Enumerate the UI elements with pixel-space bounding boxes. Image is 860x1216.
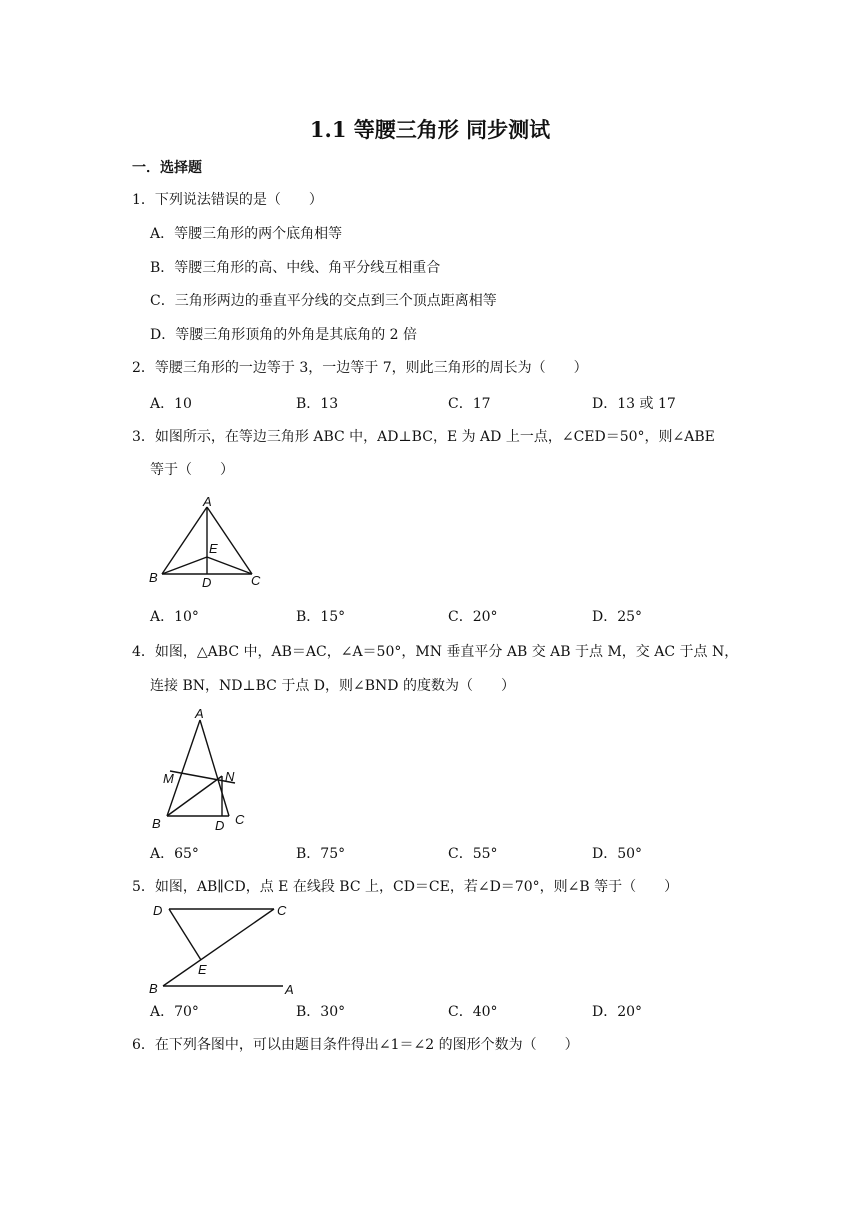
- question-4-label-n: N: [225, 769, 235, 784]
- question-1-option-b: B．等腰三角形的高、中线、角平分线互相重合: [150, 260, 441, 276]
- question-5-label-e: E: [198, 962, 207, 977]
- question-3-stem-line-2: 等于（ ）: [150, 462, 234, 478]
- question-2-option-d: D．13 或 17: [592, 396, 676, 412]
- question-4-option-d: D．50°: [592, 846, 643, 862]
- question-3-stem-line-1: 3．如图所示，在等边三角形 ABC 中，AD⊥BC，E 为 AD 上一点，∠CED＝50°，则∠ABE: [132, 429, 715, 445]
- question-1-option-d: D．等腰三角形顶角的外角是其底角的 2 倍: [150, 327, 418, 343]
- question-4-label-b: B: [152, 816, 161, 831]
- question-5-label-c: C: [277, 903, 287, 918]
- question-2-option-b: B．13: [296, 396, 339, 412]
- question-3-label-e: E: [209, 541, 218, 556]
- page-title: 1.1 等腰三角形 同步测试: [309, 117, 551, 142]
- section-heading: 一．选择题: [132, 160, 202, 176]
- question-4-label-d: D: [215, 818, 225, 833]
- question-1-option-c: C．三角形两边的垂直平分线的交点到三个顶点距离相等: [150, 293, 497, 309]
- question-5-option-d: D．20°: [592, 1004, 643, 1020]
- question-3-option-d: D．25°: [592, 609, 643, 625]
- question-3-option-a: A．10°: [150, 609, 199, 625]
- question-1-stem: 1．下列说法错误的是（ ）: [132, 192, 323, 208]
- question-4-option-a: A．65°: [150, 846, 199, 862]
- question-5-label-a: A: [285, 982, 294, 997]
- question-5-option-b: B．30°: [296, 1004, 346, 1020]
- question-4-stem-line-1: 4．如图，△ABC 中，AB＝AC，∠A＝50°，MN 垂直平分 AB 交 AB 于点 M，交 AC 于点 N，: [132, 644, 739, 660]
- question-4-label-m: M: [163, 771, 174, 786]
- question-3-option-b: B．15°: [296, 609, 346, 625]
- question-5-label-b: B: [149, 981, 158, 996]
- question-3-label-d: D: [202, 575, 212, 590]
- question-4-label-c: C: [235, 812, 245, 827]
- question-4-option-b: B．75°: [296, 846, 346, 862]
- question-4-figure: [145, 703, 265, 838]
- question-2-option-a: A．10: [150, 396, 192, 412]
- question-5-option-c: C．40°: [448, 1004, 498, 1020]
- question-4-label-a: A: [195, 706, 204, 721]
- question-3-label-a: A: [203, 494, 212, 509]
- question-5-stem: 5．如图，AB∥CD，点 E 在线段 BC 上，CD＝CE，若∠D＝70°，则∠B 等于（ ）: [132, 879, 679, 895]
- question-3-option-c: C．20°: [448, 609, 498, 625]
- question-5-figure: [145, 898, 305, 1000]
- question-5-option-a: A．70°: [150, 1004, 199, 1020]
- question-2-option-c: C．17: [448, 396, 491, 412]
- question-3-figure: [145, 493, 275, 593]
- question-3-label-b: B: [149, 570, 158, 585]
- question-3-label-c: C: [251, 573, 261, 588]
- question-2-stem: 2．等腰三角形的一边等于 3，一边等于 7，则此三角形的周长为（ ）: [132, 360, 588, 376]
- question-4-option-c: C．55°: [448, 846, 498, 862]
- question-1-option-a: A．等腰三角形的两个底角相等: [150, 226, 343, 242]
- question-5-label-d: D: [153, 903, 163, 918]
- question-6-stem: 6．在下列各图中，可以由题目条件得出∠1＝∠2 的图形个数为（ ）: [132, 1037, 579, 1053]
- question-4-stem-line-2: 连接 BN，ND⊥BC 于点 D，则∠BND 的度数为（ ）: [150, 678, 515, 694]
